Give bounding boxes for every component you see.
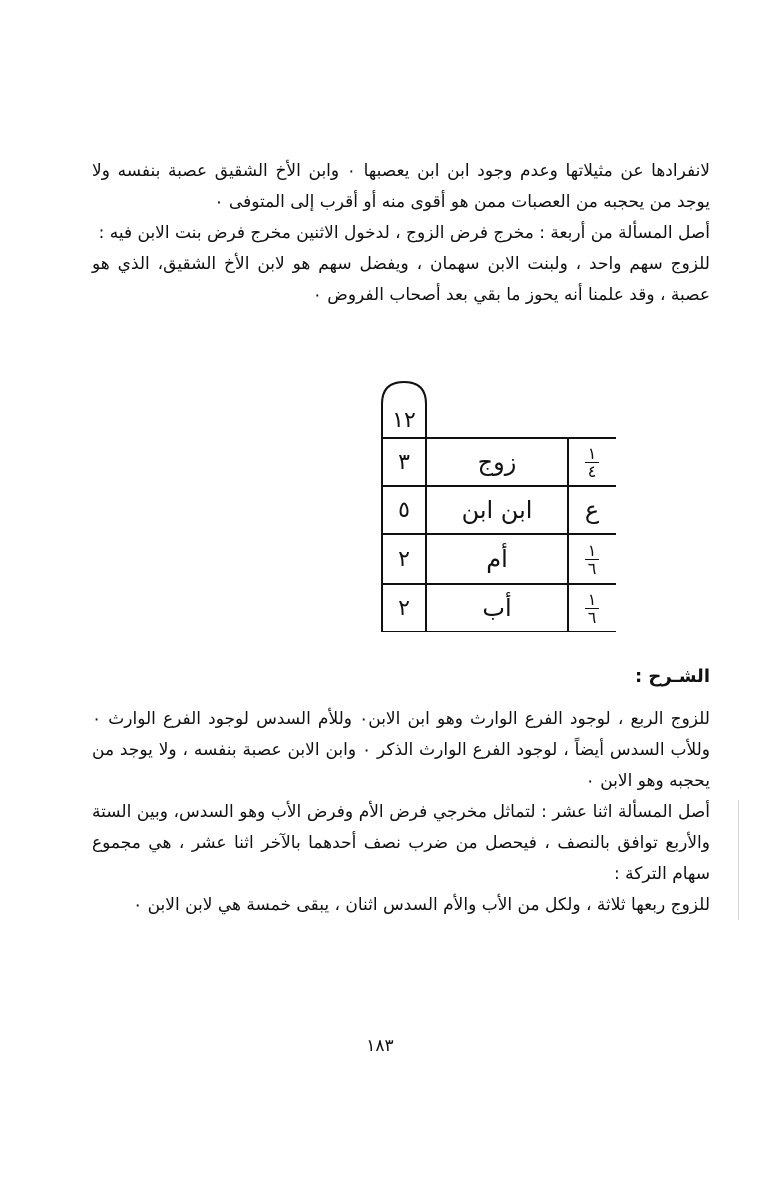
table-row-share xyxy=(568,534,616,584)
table-row-heir: أب xyxy=(482,594,512,622)
share-numerator: ١ xyxy=(587,540,597,560)
paragraph: للزوج الربع ، لوجود الفرع الوارث وهو ابن الابن٠ وللأم السدس لوجود الفرع الوارث ٠ وللأب السدس أيضاً ، لوجود الفرع الوارث الذكر ٠ وابن الابن عصبة بنفسه ، ولا يوجد من يحجبه وهو الابن ٠ xyxy=(92,709,710,791)
paragraph: أصل المسألة من أربعة : مخرج فرض الزوج ، لدخول الاثنين مخرج فرض بنت الابن فيه : xyxy=(98,223,710,243)
paragraph: للزوج سهم واحد ، ولبنت الابن سهمان ، ويفضل سهم هو لابن الأخ الشقيق، الذي هو عصبة ، وقد علمنا أنه يحوز ما بقي بعد أصحاب الفروض ٠ xyxy=(92,254,710,305)
share-denominator: ٦ xyxy=(587,607,597,627)
top-text-block xyxy=(92,156,710,311)
table-row-share xyxy=(568,438,616,486)
share-denominator: ٤ xyxy=(587,461,597,481)
table-row-count: ٣ xyxy=(398,449,410,475)
paragraph: للزوج ربعها ثلاثة ، ولكل من الأب والأم السدس اثنان ، يبقى خمسة هي لابن الابن ٠ xyxy=(133,895,710,915)
share-numerator: ١ xyxy=(587,589,597,609)
page-number: ١٨٣ xyxy=(366,1036,394,1056)
paragraph: أصل المسألة اثنا عشر : لتماثل مخرجي فرض الأم وفرض الأب وهو السدس، وبين الستة والأربع توافق بالنصف ، فيحصل من ضرب نصف أحدهما بالآخر اثنا عشر ، هي مجموع سهام التركة : xyxy=(92,802,710,884)
explanation-heading: الشـرح : xyxy=(634,666,710,687)
share-denominator: ٦ xyxy=(587,558,597,578)
paragraph: لانفرادها عن مثيلاتها وعدم وجود ابن ابن يعصبها ٠ وابن الأخ الشقيق عصبة بنفسه ولا يوجد من يحجبه من العصبات ممن هو أقوى منه أو أقرب إلى المتوفى ٠ xyxy=(92,161,710,212)
bottom-text-block xyxy=(92,704,710,921)
inheritance-table xyxy=(380,380,620,632)
table-row-heir: زوج xyxy=(477,448,517,476)
table-row-count: ٢ xyxy=(398,546,410,572)
table-row-count: ٥ xyxy=(398,497,410,523)
table-row-share xyxy=(568,584,616,632)
scan-margin-line xyxy=(738,800,739,920)
share-numerator: ١ xyxy=(587,443,597,463)
table-row-share-residuary: ع xyxy=(584,496,600,524)
table-row-heir: أم xyxy=(486,545,508,573)
table-row-heir: ابن ابن xyxy=(461,496,533,524)
base-number: ١٢ xyxy=(392,407,416,433)
table-row-count: ٢ xyxy=(398,595,410,621)
